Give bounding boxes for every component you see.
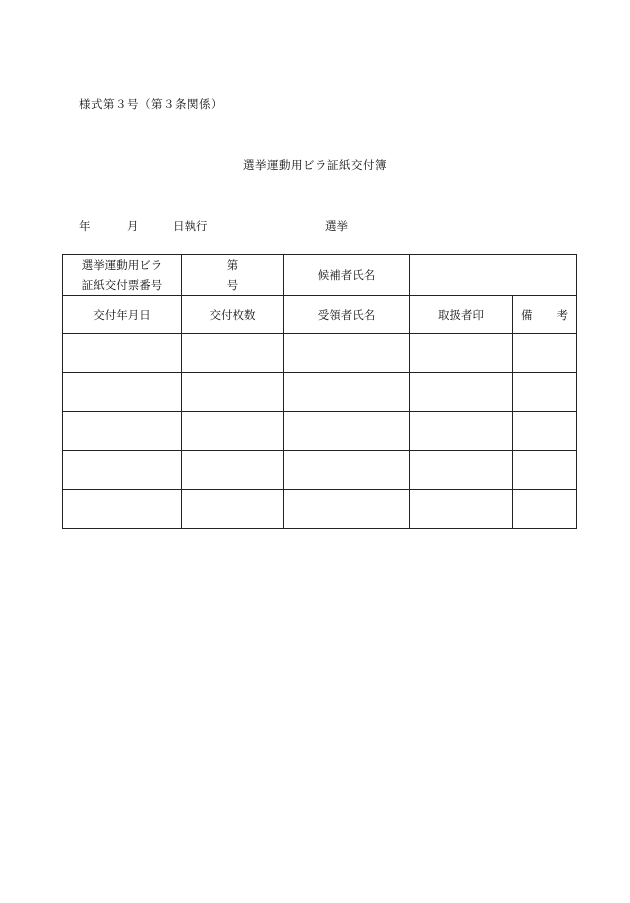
issuance-ledger-table [62, 254, 577, 529]
column-header-row [63, 296, 577, 334]
candidate-name-value-cell[interactable] [410, 255, 577, 296]
handler-seal-cell[interactable] [410, 490, 513, 529]
recipient-name-cell[interactable] [284, 490, 410, 529]
col-remarks [513, 296, 577, 334]
table-row [63, 334, 577, 373]
execution-date-line [0, 218, 630, 234]
table-row [63, 373, 577, 412]
recipient-name-cell[interactable] [284, 373, 410, 412]
col-handler-seal: 取扱者印 [410, 296, 513, 334]
table-row [63, 412, 577, 451]
col-issue-count: 交付枚数 [182, 296, 284, 334]
number-suffix: 号 [226, 278, 239, 292]
handler-seal-cell[interactable] [410, 451, 513, 490]
month-label: 月 [127, 219, 139, 233]
handler-seal-cell[interactable] [410, 334, 513, 373]
year-label: 年 [79, 219, 91, 233]
ticket-number-label-line1: 選挙運動用ビラ [81, 258, 163, 272]
candidate-name-label-cell: 候補者氏名 [284, 255, 410, 296]
number-prefix: 第 [226, 258, 239, 272]
issue-date-cell[interactable] [63, 490, 182, 529]
form-number-label: 様式第３号（第３条関係） [79, 97, 223, 111]
handler-seal-cell[interactable] [410, 412, 513, 451]
document-title: 選挙運動用ビラ証紙交付簿 [243, 158, 387, 172]
issue-count-cell[interactable] [182, 334, 284, 373]
issue-count-cell[interactable] [182, 412, 284, 451]
ledger-header-row [63, 255, 577, 296]
recipient-name-cell[interactable] [284, 451, 410, 490]
remarks-cell[interactable] [513, 334, 577, 373]
ticket-number-value-cell[interactable] [182, 255, 284, 296]
recipient-name-cell[interactable] [284, 334, 410, 373]
day-executed-label: 日執行 [173, 219, 208, 233]
handler-seal-cell[interactable] [410, 373, 513, 412]
recipient-name-cell[interactable] [284, 412, 410, 451]
ticket-number-label-cell [63, 255, 182, 296]
issue-date-cell[interactable] [63, 412, 182, 451]
table-row [63, 451, 577, 490]
remarks-cell[interactable] [513, 373, 577, 412]
col-recipient-name: 受領者氏名 [284, 296, 410, 334]
election-label: 選挙 [325, 219, 348, 233]
col-issue-date: 交付年月日 [63, 296, 182, 334]
issue-count-cell[interactable] [182, 451, 284, 490]
ticket-number-label-line2: 証紙交付票番号 [81, 278, 163, 292]
issue-date-cell[interactable] [63, 373, 182, 412]
remarks-char-2: 考 [556, 307, 568, 322]
remarks-cell[interactable] [513, 412, 577, 451]
remarks-cell[interactable] [513, 490, 577, 529]
issue-count-cell[interactable] [182, 373, 284, 412]
remarks-char-1: 備 [521, 307, 533, 322]
issue-date-cell[interactable] [63, 451, 182, 490]
issue-date-cell[interactable] [63, 334, 182, 373]
table-row [63, 490, 577, 529]
remarks-cell[interactable] [513, 451, 577, 490]
issue-count-cell[interactable] [182, 490, 284, 529]
